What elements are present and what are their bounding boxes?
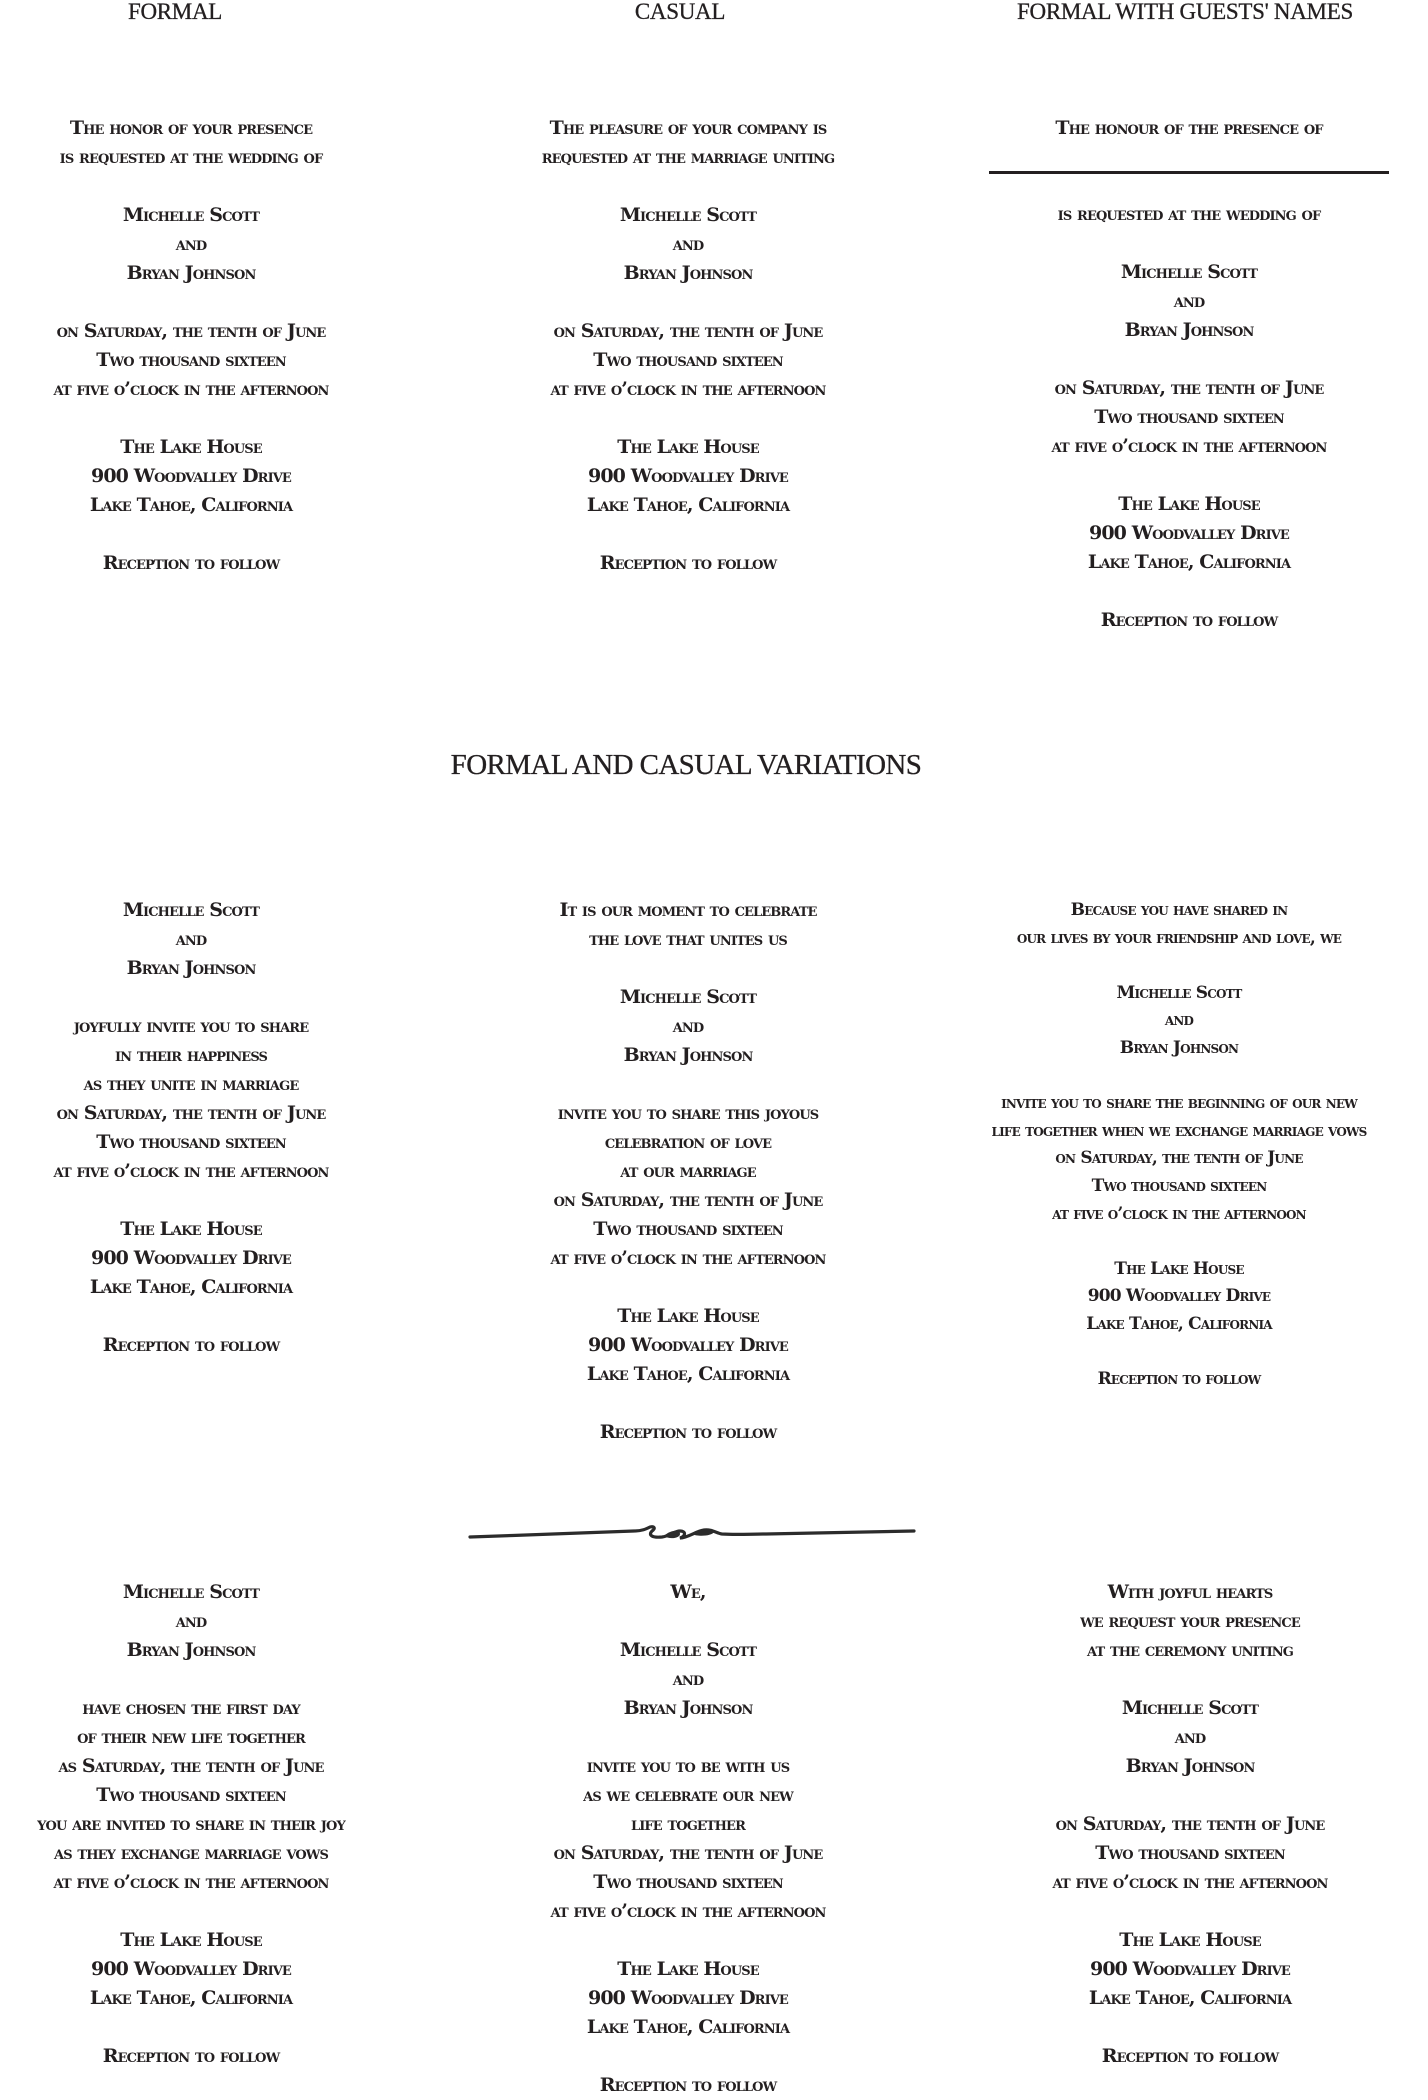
invitation-line: Reception to follow [599, 2074, 777, 2096]
blank-spacer [478, 1607, 898, 1636]
invitation-line: Reception to follow [102, 1334, 280, 1356]
invitation-line: Bryan Johnson [126, 1639, 256, 1661]
invitation-line: Two thousand sixteen [593, 1218, 783, 1240]
invitation-line: Reception to follow [1097, 1369, 1261, 1390]
invitation-line: at our marriage [620, 1160, 756, 1182]
invitation-line: Two thousand sixteen [96, 1131, 286, 1153]
blank-spacer [0, 1665, 382, 1694]
invitation-line: as we celebrate our new [583, 1784, 793, 1806]
blank-spacer [0, 404, 382, 433]
invitation-line: on Saturday, the tenth of June [1055, 1813, 1325, 1835]
invitation-line: The Lake House [617, 1958, 759, 1980]
invitation-line: 900 Woodvalley Drive [91, 465, 291, 487]
invitation-line: life together [631, 1813, 745, 1835]
invitation-line: The Lake House [1118, 493, 1260, 515]
blank-spacer [478, 1926, 898, 1955]
invitation-formal [0, 114, 382, 578]
invitation-line: Michelle Scott [122, 899, 260, 921]
invitation-line: Bryan Johnson [1119, 1037, 1239, 1058]
invitation-line: Michelle Scott [619, 986, 757, 1008]
invitation-line: at five o’clock in the afternoon [550, 1900, 826, 1922]
invitation-line: we request your presence [1080, 1610, 1300, 1632]
invitation-line: 900 Woodvalley Drive [588, 1334, 788, 1356]
invitation-line: the love that unites us [589, 928, 787, 950]
invitation-line: We, [670, 1581, 706, 1603]
invitation-line: at five o’clock in the afternoon [1052, 1871, 1328, 1893]
invitation-line: invite you to be with us [586, 1755, 790, 1777]
blank-spacer [935, 1228, 1423, 1256]
invitation-variation-6 [960, 1578, 1420, 2071]
invitation-line: Bryan Johnson [1124, 319, 1254, 341]
blank-spacer [0, 288, 382, 317]
invitation-line: Michelle Scott [122, 204, 260, 226]
invitation-line: life together when we exchange marriage vows [991, 1120, 1367, 1141]
invitation-line: Two thousand sixteen [1091, 1175, 1267, 1196]
invitation-line: With joyful hearts [1107, 1581, 1273, 1603]
invitation-line: Lake Tahoe, California [586, 1363, 790, 1385]
invitation-line: The Lake House [120, 1218, 262, 1240]
blank-spacer [478, 520, 898, 549]
invitation-line: Bryan Johnson [623, 1697, 753, 1719]
invitation-line: 900 Woodvalley Drive [588, 465, 788, 487]
invitation-line: and [672, 1015, 704, 1037]
invitation-variation-1 [0, 896, 382, 1360]
invitation-line: celebration of love [604, 1131, 772, 1153]
invitation-line: in their happiness [114, 1044, 268, 1066]
invitation-line: on Saturday, the tenth of June [553, 1189, 823, 1211]
invitation-line: 900 Woodvalley Drive [1087, 1286, 1271, 1307]
invitation-line: on Saturday, the tenth of June [56, 320, 326, 342]
invitation-line: on Saturday, the tenth of June [1054, 377, 1324, 399]
blank-spacer [478, 1723, 898, 1752]
invitation-line: Lake Tahoe, California [89, 1276, 293, 1298]
invitation-line: Bryan Johnson [623, 262, 753, 284]
blank-spacer [478, 1389, 898, 1418]
invitation-line: The Lake House [120, 436, 262, 458]
invitation-line: The honor of your presence [69, 117, 313, 139]
blank-spacer [935, 1063, 1423, 1091]
blank-spacer [478, 1070, 898, 1099]
blank-spacer [950, 577, 1428, 606]
invitation-line: of their new life together [77, 1726, 305, 1748]
blank-spacer [960, 1665, 1420, 1694]
blank-spacer [960, 2013, 1420, 2042]
invitation-line: at five o’clock in the afternoon [1052, 1203, 1306, 1224]
invitation-line: The pleasure of your company is [549, 117, 827, 139]
blank-spacer [0, 172, 382, 201]
invitation-line: Lake Tahoe, California [1088, 1987, 1292, 2009]
blank-spacer [935, 952, 1423, 980]
invitation-line: 900 Woodvalley Drive [91, 1247, 291, 1269]
invitation-line: Michelle Scott [619, 1639, 757, 1661]
blank-spacer [0, 1897, 382, 1926]
invitation-line: Because you have shared in [1070, 900, 1288, 920]
flourish-divider-icon [466, 1516, 918, 1556]
invitation-line: Reception to follow [1100, 609, 1278, 631]
invitation-line: Michelle Scott [1121, 1697, 1259, 1719]
invitation-line: Lake Tahoe, California [89, 494, 293, 516]
invitation-body [950, 200, 1428, 635]
section-title: FORMAL AND CASUAL VARIATIONS [450, 749, 922, 781]
blank-spacer [478, 2042, 898, 2071]
blank-spacer [0, 2013, 382, 2042]
invitation-line: Bryan Johnson [126, 262, 256, 284]
invitation-variation-4 [0, 1578, 382, 2071]
invitation-line: Reception to follow [1101, 2045, 1279, 2067]
invitation-line: have chosen the first day [82, 1697, 300, 1719]
invitation-line: Michelle Scott [1120, 261, 1258, 283]
invitation-line: our lives by your friendship and love, we [1016, 927, 1342, 948]
invitation-line: 900 Woodvalley Drive [1090, 1958, 1290, 1980]
blank-spacer [478, 1273, 898, 1302]
invitation-line: as Saturday, the tenth of June [58, 1755, 324, 1777]
invitation-line: The Lake House [617, 436, 759, 458]
invitation-line: Michelle Scott [619, 204, 757, 226]
invitation-line: Lake Tahoe, California [1087, 551, 1291, 573]
guest-name-blank-line [989, 171, 1389, 174]
invitation-line: 900 Woodvalley Drive [1089, 522, 1289, 544]
blank-spacer [960, 1897, 1420, 1926]
invitation-line: Two thousand sixteen [1094, 406, 1284, 428]
invitation-line: Reception to follow [102, 552, 280, 574]
invitation-line: It is our moment to celebrate [559, 899, 817, 921]
invitation-line: Bryan Johnson [1125, 1755, 1255, 1777]
invitation-variation-5 [478, 1578, 898, 2100]
blank-spacer [0, 1186, 382, 1215]
invitation-line: Michelle Scott [122, 1581, 260, 1603]
invitation-line: and [175, 928, 207, 950]
invitation-line: Two thousand sixteen [593, 1871, 783, 1893]
blank-spacer [478, 172, 898, 201]
invitation-line: 900 Woodvalley Drive [91, 1958, 291, 1980]
blank-spacer [0, 520, 382, 549]
blank-spacer [935, 1339, 1423, 1367]
invitation-line: on Saturday, the tenth of June [56, 1102, 326, 1124]
invitation-variation-2 [478, 896, 898, 1447]
blank-spacer [950, 345, 1428, 374]
blank-spacer [478, 404, 898, 433]
invitation-line: and [175, 1610, 207, 1632]
invitation-line: you are invited to share in their joy [37, 1813, 345, 1835]
invitation-line: and [672, 233, 704, 255]
invitation-line: Reception to follow [102, 2045, 280, 2067]
invitation-line: at five o’clock in the afternoon [53, 378, 329, 400]
invitation-line: The Lake House [1114, 1258, 1244, 1279]
invitation-line: on Saturday, the tenth of June [1055, 1148, 1303, 1169]
invitation-line: Two thousand sixteen [593, 349, 783, 371]
invitation-line: on Saturday, the tenth of June [553, 1842, 823, 1864]
invitation-line: is requested at the wedding of [59, 146, 323, 168]
invitation-line: at the ceremony uniting [1087, 1639, 1293, 1661]
invitation-line: Lake Tahoe, California [89, 1987, 293, 2009]
invitation-line: as they exchange marriage vows [54, 1842, 328, 1864]
invitation-line: at five o’clock in the afternoon [53, 1160, 329, 1182]
invitation-line: on Saturday, the tenth of June [553, 320, 823, 342]
invitation-line: Lake Tahoe, California [586, 494, 790, 516]
column-header-casual: CASUAL [634, 0, 726, 24]
blank-spacer [960, 1781, 1420, 1810]
invitation-line: The Lake House [617, 1305, 759, 1327]
invitation-line: Two thousand sixteen [96, 349, 286, 371]
invitation-line: and [1174, 1726, 1206, 1748]
invitation-line: and [1173, 290, 1205, 312]
invitation-line: The Lake House [120, 1929, 262, 1951]
invitation-line: Two thousand sixteen [1095, 1842, 1285, 1864]
invitation-line: at five o’clock in the afternoon [550, 1247, 826, 1269]
invitation-line: at five o’clock in the afternoon [550, 378, 826, 400]
invitation-line: at five o’clock in the afternoon [1051, 435, 1327, 457]
invitation-line: The honour of the presence of [1055, 117, 1323, 139]
invitation-line: invite you to share this joyous [557, 1102, 819, 1124]
invitation-line: Lake Tahoe, California [1086, 1313, 1272, 1334]
invitation-formal-guests [950, 114, 1428, 635]
invitation-line: and [175, 233, 207, 255]
invitation-casual [478, 114, 898, 578]
invitation-line: at five o’clock in the afternoon [53, 1871, 329, 1893]
invitation-line: and [672, 1668, 704, 1690]
invitation-line: Bryan Johnson [126, 957, 256, 979]
blank-spacer [478, 954, 898, 983]
invitation-line: Reception to follow [599, 1421, 777, 1443]
invitation-line: Two thousand sixteen [96, 1784, 286, 1806]
blank-spacer [950, 229, 1428, 258]
invitation-line: joyfully invite you to share [73, 1015, 309, 1037]
blank-spacer [950, 461, 1428, 490]
invitation-line: The Lake House [1119, 1929, 1261, 1951]
invitation-line: Lake Tahoe, California [586, 2016, 790, 2038]
column-header-formal: FORMAL [127, 0, 223, 24]
invitation-line: invite you to share the beginning of our new [1001, 1093, 1357, 1114]
column-header-formal-guests: FORMAL WITH GUESTS' NAMES [1017, 0, 1353, 24]
invitation-line: is requested at the wedding of [1057, 203, 1321, 225]
invitation-line: and [1164, 1010, 1194, 1031]
invitation-line: Reception to follow [599, 552, 777, 574]
invitation-line: as they unite in marriage [83, 1073, 299, 1095]
invitation-line: 900 Woodvalley Drive [588, 1987, 788, 2009]
invitation-line: requested at the marriage uniting [541, 146, 835, 168]
blank-spacer [0, 1302, 382, 1331]
invitation-variation-3 [935, 897, 1423, 1394]
blank-spacer [0, 983, 382, 1012]
blank-spacer [478, 288, 898, 317]
invitation-line: Bryan Johnson [623, 1044, 753, 1066]
invitation-line: Michelle Scott [1116, 982, 1242, 1003]
